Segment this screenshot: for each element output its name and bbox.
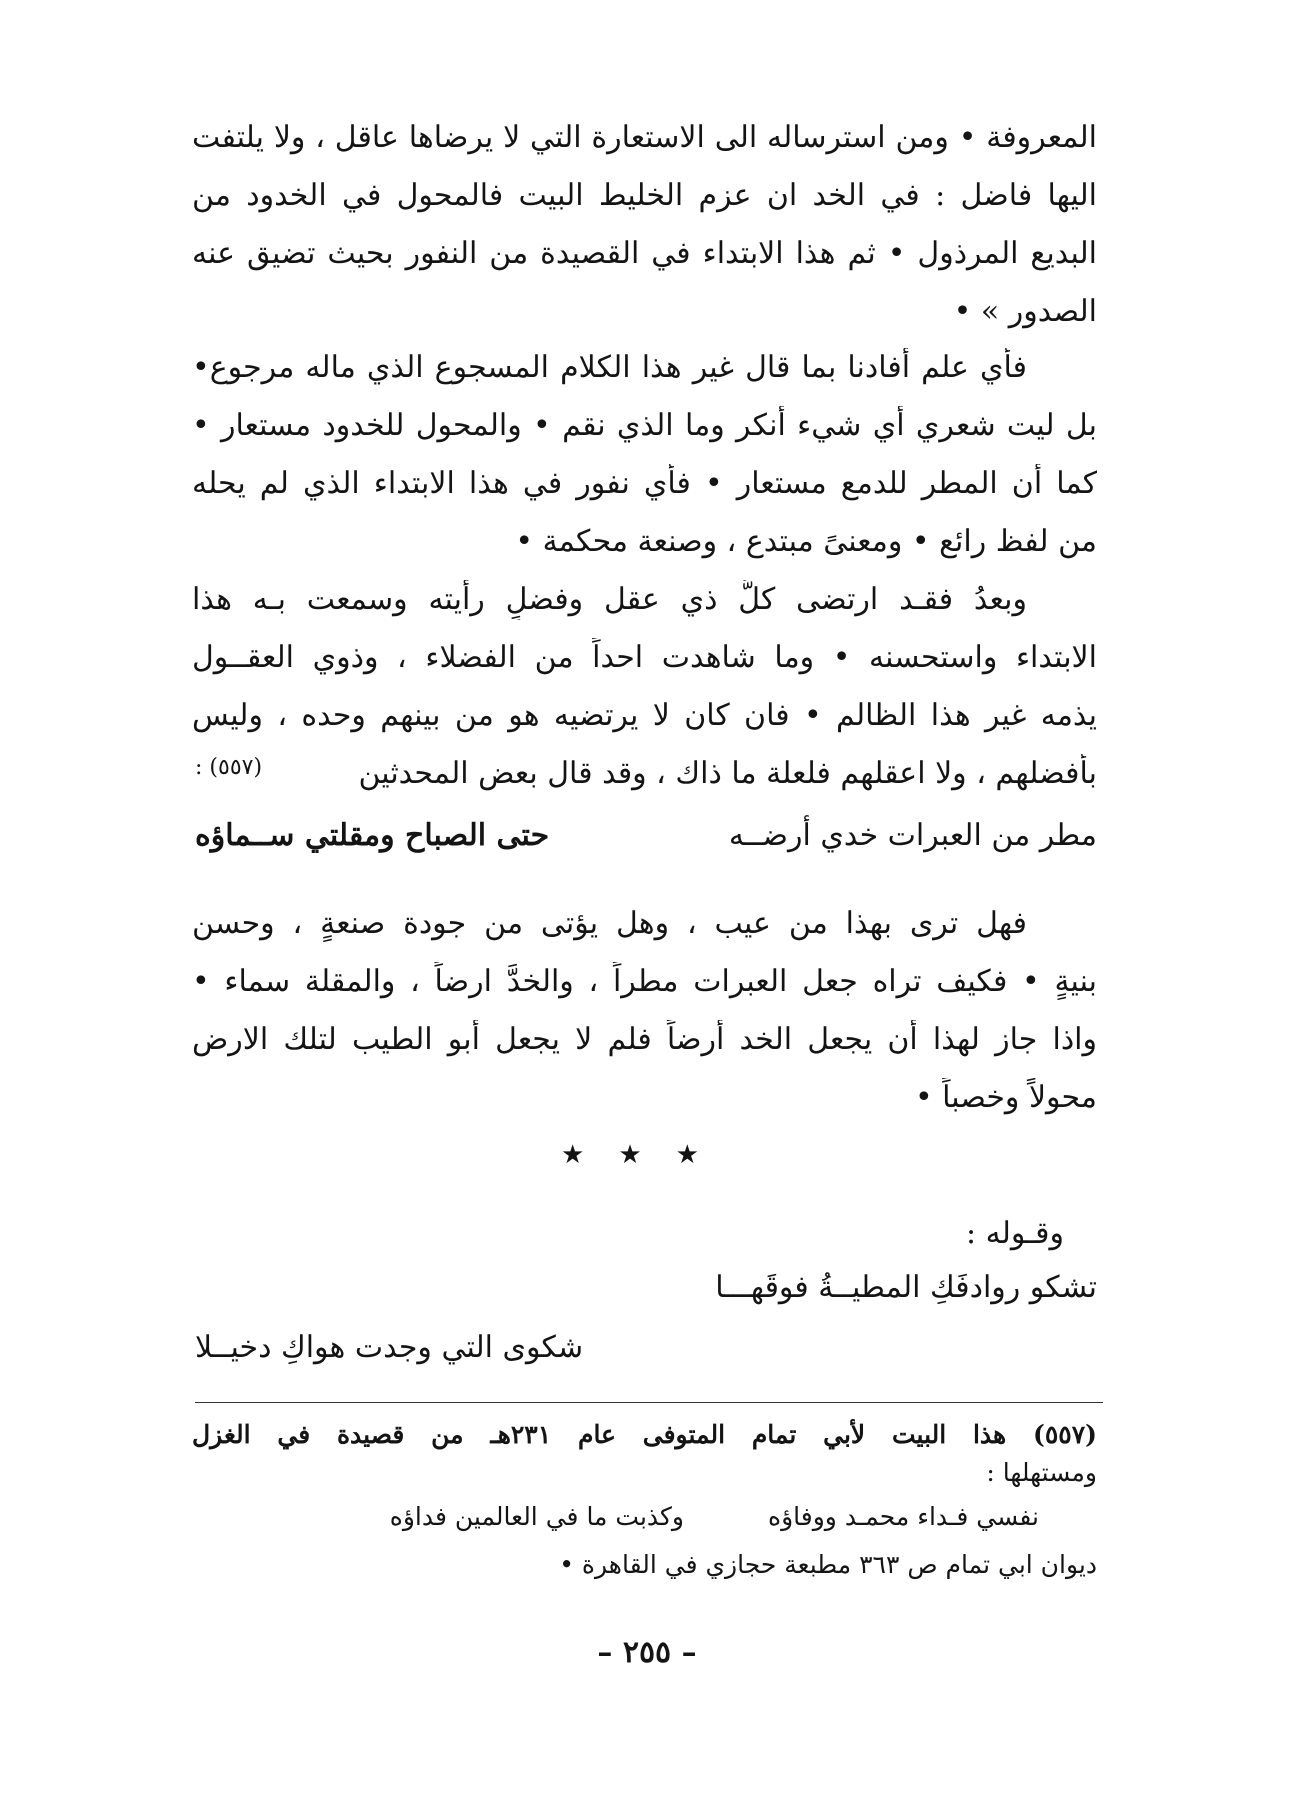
text-line: من لفظ رائع • ومعنىً مبتدع ، وصنعة محكمة • <box>515 524 1097 559</box>
text-line: وبعدُ فقـد ارتضى كلُّ ذي عقل وفضلٍ رأيته وسمعت بـه هذا <box>192 582 1027 617</box>
text-line: اليها فاضل : في الخد ان عزم الخليط البيت فالمحول في الخدود من <box>192 178 1097 213</box>
verse-hemistich-left: حتى الصباح ومقلتي ســماؤه <box>195 818 550 853</box>
text-line: يذمه غير هذا الظالم • فان كان لا يرتضيه هو من بينهم وحده ، وليس <box>192 698 1097 733</box>
text-line: البديع المرذول • ثم هذا الابتداء في القصيدة من النفور بحيث تضيق عنه <box>192 236 1097 271</box>
text-line: بأفضلهم ، ولا اعقلهم فلعلة ما ذاك ، وقد قال بعض المحدثين <box>358 756 1097 791</box>
text-line: كما أن المطر للدمع مستعار • فأي نفور في هذا الابتداء الذي لم يحله <box>192 466 1097 501</box>
text-line: فأي علم أفادنا بما قال غير هذا الكلام المسجوع الذي ماله مرجوع• <box>192 350 1027 385</box>
footnote-verse-left: وكذبت ما في العالمين فداؤه <box>389 1502 684 1531</box>
text-line: فهل ترى بهذا من عيب ، وهل يؤتى من جودة صنعةٍ ، وحسن <box>192 906 1027 941</box>
verse-hemistich-second: شكوى التي وجدت هواكِ دخيــلا <box>195 1330 584 1365</box>
page-number: – ٢٥٥ – <box>597 1635 697 1670</box>
footnote-divider <box>195 1402 1103 1403</box>
footnote-verse-right: نفسي فـداء محمـد ووفاؤه <box>768 1502 1039 1531</box>
text-line: الصدور » • <box>953 294 1097 329</box>
footnote-line: ومستهلها : <box>986 1458 1097 1487</box>
verse-hemistich-first: تشكو روادفَكِ المطيــةُ فوقَهـــا <box>715 1270 1097 1305</box>
verse-intro: وقـوله : <box>966 1216 1064 1251</box>
section-separator: ★★★ <box>561 1140 733 1170</box>
text-line: المعروفة • ومن استرساله الى الاستعارة التي لا يرضاها عاقل ، ولا يلتفت <box>192 120 1097 155</box>
text-line: الابتداء واستحسنه • وما شاهدت احداً من الفضلاء ، وذوي العقــول <box>192 640 1097 675</box>
footnote-line: (٥٥٧) هذا البيت لأبي تمام المتوفى عام ٢٣١هـ من قصيدة في الغزل <box>192 1420 1097 1449</box>
text-line: واذا جاز لهذا أن يجعل الخد أرضاً فلم لا يجعل أبو الطيب لتلك الارض <box>192 1022 1097 1057</box>
text-line: بنيةٍ • فكيف تراه جعل العبرات مطراً ، والخدَّ ارضاً ، والمقلة سماء • <box>192 964 1097 999</box>
text-line: بل ليت شعري أي شيء أنكر وما الذي نقم • والمحول للخدود مستعار • <box>192 408 1097 443</box>
text-line: محولاً وخصباً • <box>914 1080 1097 1115</box>
footnote-line: ديوان ابي تمام ص ٣٦٣ مطبعة حجازي في القاهرة • <box>559 1550 1097 1579</box>
footnote-ref: (٥٥٧) : <box>195 755 263 780</box>
verse-hemistich-right: مطر من العبرات خدي أرضــه <box>728 818 1097 853</box>
